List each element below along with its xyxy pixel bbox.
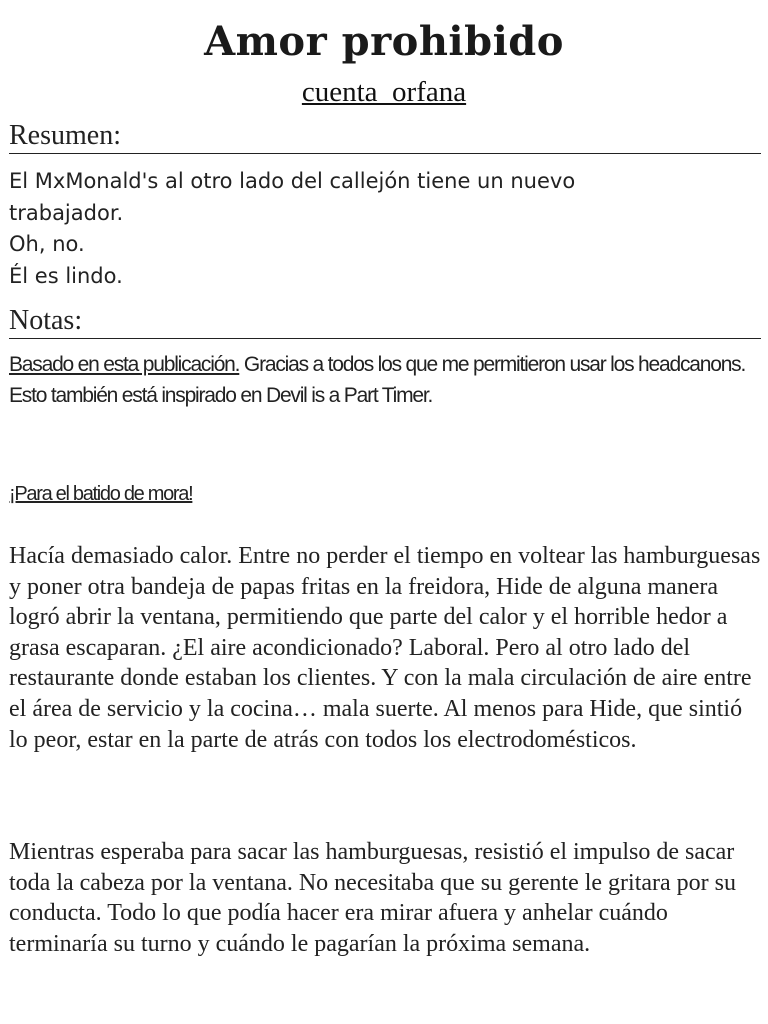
notes-text <box>9 349 759 411</box>
author-link[interactable]: cuenta_orfana <box>301 76 467 108</box>
summary-line: Él es lindo. <box>9 263 123 288</box>
source-post-link[interactable]: Basado en esta publicación. <box>9 353 240 376</box>
chapter-heading: ¡Para el batido de mora! <box>9 483 193 505</box>
summary-heading: Resumen: <box>9 119 761 154</box>
notes-heading: Notas: <box>9 304 761 339</box>
story-title: Amor prohibido <box>204 18 564 65</box>
summary-text <box>9 166 759 292</box>
story-paragraph-1: Hacía demasiado calor. Entre no perder el tiempo en voltear las hamburguesas y poner otra bandeja de papas fritas en la freidora, Hide de alguna manera logró abrir la ventana, permitiendo que parte del calor y el horrible hedor a grasa escaparan. ¿El aire acondicionado? Laboral. Pero al otro lado del restaurante donde estaban los clientes. Y con la mala circulación de aire entre el área de servicio y la cocina… mala suerte. Al menos para Hide, que sintió lo peor, estar en la parte de atrás con todos los electrodomésticos. <box>9 543 761 753</box>
notes-body: Gracias a todos los que me permitieron usar los headcanons. Esto también está inspirado en Devil is a Part Timer. <box>9 353 746 407</box>
story-paragraph-2: Mientras esperaba para sacar las hamburguesas, resistió el impulso de sacar toda la cabeza por la ventana. No necesitaba que su gerente le gritara por su conducta. Todo lo que podía hacer era mirar afuera y anhelar cuándo terminaría su turno y cuándo le pagarían la próxima semana. <box>9 839 736 957</box>
summary-line: trabajador. <box>9 200 124 225</box>
summary-line: El MxMonald's al otro lado del callejón tiene un nuevo <box>9 169 576 193</box>
summary-line: Oh, no. <box>9 232 85 256</box>
